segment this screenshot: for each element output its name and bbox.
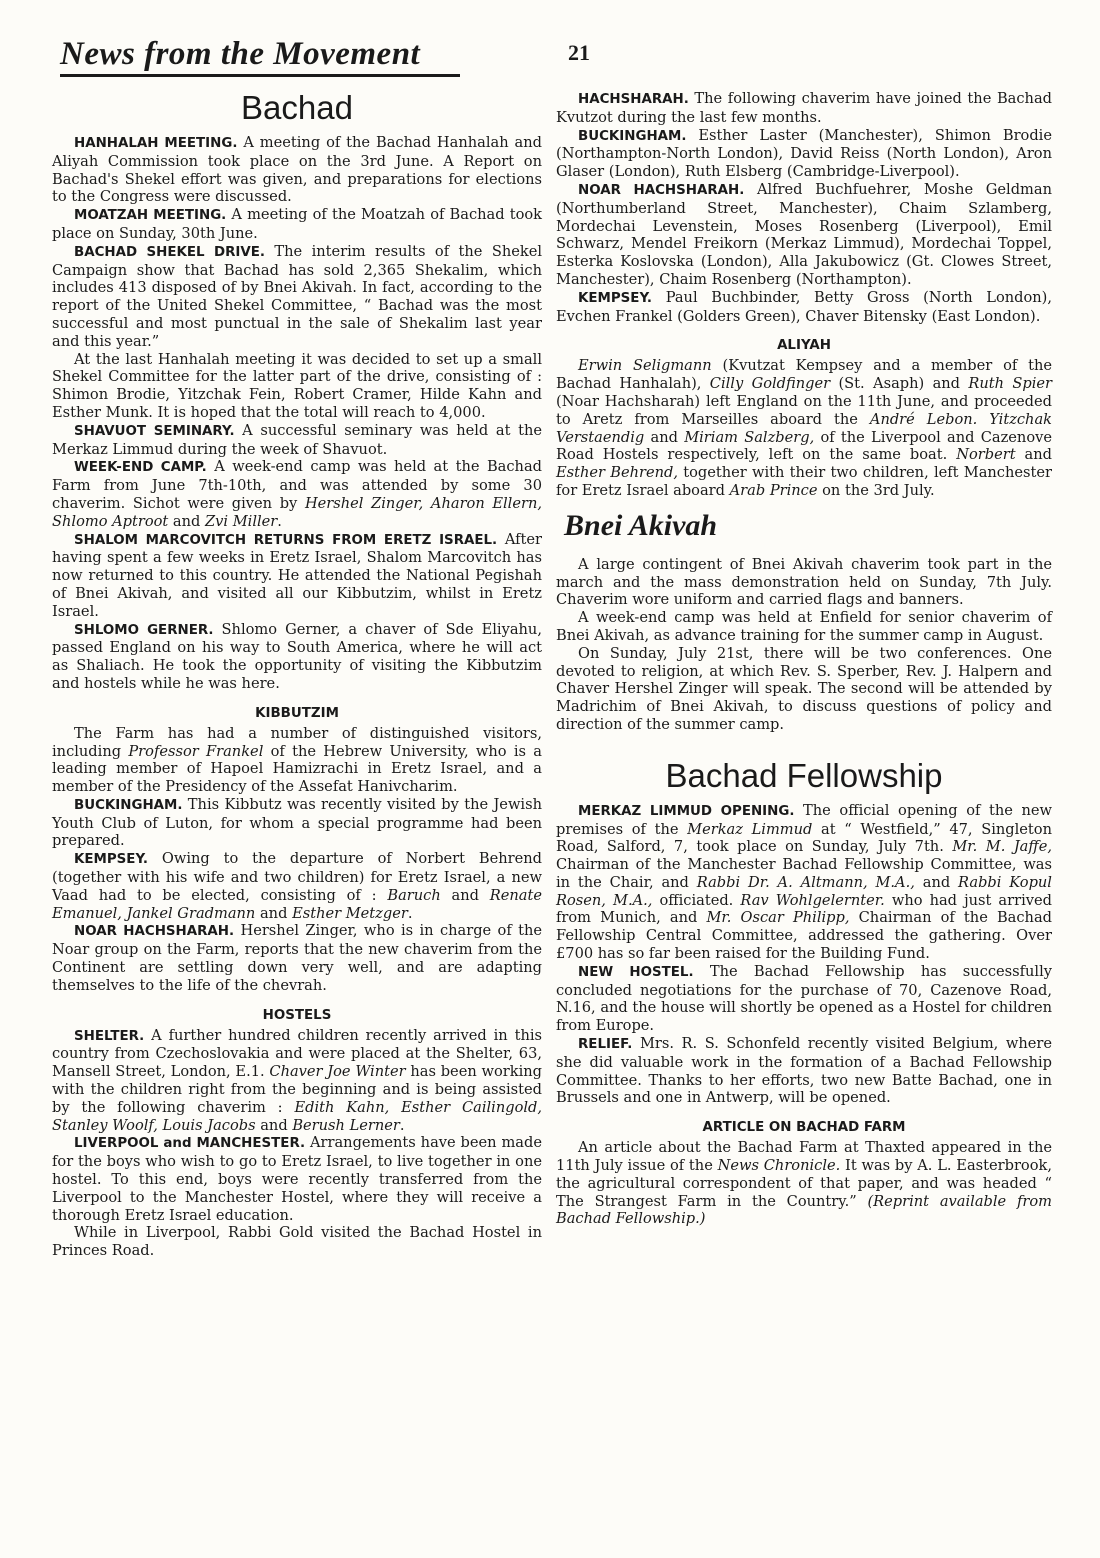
article-name-1: News Chronicle. [717, 1157, 841, 1175]
merkaz-name-3: Rabbi Dr. A. Altmann, M.A., [696, 873, 915, 891]
weekend-camp-paragraph [52, 458, 542, 530]
article-reprint-note: (Reprint available from Bachad Fellowship.) [556, 1192, 1052, 1228]
relief-keyword: RELIEF. [578, 1037, 633, 1053]
article-text-1: An article about the Bachad Farm at Thaxted appeared in the 11th July issue of the [556, 1139, 1052, 1175]
merkaz-name-5: Rav Wohlgelernter. [740, 891, 885, 909]
aliyah-text-9: on the 3rd July. [817, 481, 935, 499]
merkaz-text-4: and [914, 873, 959, 891]
aliyah-name-9: Arab Prince [729, 481, 818, 499]
relief-paragraph [556, 1035, 1052, 1107]
relief-text: Mrs. R. S. Schonfeld recently visited Belgium, where she did valuable work in the formation of a Bachad Fellowship Committee. Thanks to her efforts, two new Batte Bachad, one in Brussels and one in Antwerp, will be opened. [556, 1035, 1052, 1107]
merkaz-text-5: officiated. [652, 891, 741, 909]
kempsey-name-3: Esther Metzger [292, 904, 408, 922]
noar-2-text: Alfred Buchfuehrer, Moshe Geldman (Northumberland Street, Manchester), Chaim Szlamberg, Mordechai Levenstein, Moses Rosenberg (Liverpool), Emil Schwarz, Mendel Freikorn (Merkaz Limmud), Mordechai Toppel, Esterka Koslovska (London), Alla Jakubowicz (Gt. Clowes Street, Manchester), Chaim Rosenberg (Northampton). [556, 180, 1052, 288]
buckingham-2-paragraph [556, 127, 1052, 181]
aliyah-name-6: Miriam Salzberg, [684, 428, 815, 446]
shalom-text: After having spent a few weeks in Eretz Israel, Shalom Marcovitch has now returned to this country. He attended the National Pegishah of Bnei Akivah, and visited all our Kibbutzim, whilst in Eretz Israel. [52, 530, 542, 620]
merkaz-text-1: The official opening of the new premises of the [556, 801, 1053, 838]
bachad-title: Bachad [241, 89, 353, 126]
header-rule [60, 74, 460, 77]
hostels-heading: HOSTELS [262, 1007, 332, 1023]
shekel-committee-paragraph: At the last Hanhalah meeting it was decided to set up a small Shekel Committee for the latter part of the drive, consisting of : Shimon Brodie, Yitzchak Fein, Robert Cramer, Hilde Kahn and Esther Munk. It is hoped that the total will reach to 4,000. [52, 350, 542, 421]
noar-text: Hershel Zinger, who is in charge of the Noar group on the Farm, reports that the new chaverim from the Continent are settling down very well, and are adapting themselves to the life of the chevrah. [52, 922, 542, 994]
aliyah-heading: ALIYAH [777, 338, 831, 354]
moatzah-paragraph [52, 206, 542, 243]
weekend-names: Hershel Zinger, Aharon Ellern, Shlomo Aptroot [52, 494, 542, 530]
page-header [60, 36, 1060, 76]
aliyah-text-5: and [644, 428, 685, 446]
kempsey-2-text: Paul Buchbinder, Betty Gross (North London), Evchen Frankel (Golders Green), Chaver Bitensky (East London). [556, 288, 1052, 325]
buckingham-keyword: BUCKINGHAM. [74, 797, 183, 813]
article-text-2: It was by A. L. Easterbrook, the agricultural correspondent of that paper, and was headed “ The Strangest Farm in the Country.” [556, 1157, 1052, 1210]
shekel-keyword: BACHAD SHEKEL DRIVE. [74, 244, 265, 260]
hachsharah-keyword: HACHSHARAH. [578, 92, 689, 107]
moatzah-keyword: MOATZAH MEETING. [74, 208, 227, 224]
merkaz-name-1: Merkaz Limmud [687, 820, 813, 838]
weekend-end: . [277, 512, 282, 530]
article-heading: ARTICLE ON BACHAD FARM [702, 1120, 906, 1136]
kempsey-name-2: Renate Emanuel, Jankel Gradmann [52, 886, 542, 922]
kempsey-and-2: and [255, 904, 293, 922]
shelter-name-1: Chaver Joe Winter [269, 1063, 406, 1081]
buckingham-2-text: Esther Laster (Manchester), Shimon Brodie (Northampton-North London), David Reiss (North London), Aron Glaser (London), Ruth Elsberg (Cambridge-Liverpool). [556, 126, 1052, 181]
shelter-paragraph [52, 1027, 542, 1135]
farm-text-a: The Farm has had a number of distinguished visitors, including [52, 724, 542, 760]
moatzah-text: A meeting of the Moatzah of Bachad took place on Sunday, 30th June. [52, 206, 542, 242]
bnei-akivah-title: Bnei Akivah [564, 508, 718, 542]
shelter-name-3: Berush Lerner [292, 1116, 400, 1134]
noar-paragraph [52, 922, 542, 994]
merkaz-text-7: Chairman of the Bachad Fellowship Central Committee, addressed the gathering. Over £700 has so far been raised for the Building Fund. [556, 909, 1052, 963]
bnei-paragraph-1: A large contingent of Bnei Akivah chaverim took part in the march and the mass demonstration held on Sunday, 7th July. Chaverim wore uniform and carried flags and banners. [556, 555, 1052, 609]
new-hostel-paragraph [556, 963, 1052, 1035]
liverpool-text: Arrangements have been made for the boys who wish to go to Eretz Israel, to live together in one hostel. To this end, boys were recently transferred from the Liverpool to the Manchester Hostel, where they will receive a thorough Eretz Israel education. [52, 1134, 542, 1224]
hanhalah-paragraph [52, 134, 542, 206]
shalom-paragraph [52, 531, 542, 621]
kempsey-2-keyword: KEMPSEY. [578, 290, 653, 306]
noar-2-paragraph [556, 181, 1052, 289]
merkaz-paragraph [556, 802, 1052, 963]
merkaz-name-4: Rabbi Kopul Rosen, M.A., [556, 873, 1052, 909]
shelter-keyword: SHELTER. [74, 1028, 145, 1044]
weekend-keyword: WEEK-END CAMP. [74, 460, 207, 476]
buckingham-2-keyword: BUCKINGHAM. [578, 128, 687, 144]
merkaz-keyword: MERKAZ LIMMUD OPENING. [578, 803, 795, 819]
aliyah-paragraph [556, 357, 1052, 499]
shelter-end: . [399, 1116, 405, 1134]
bnei-paragraph-2: A week-end camp was held at Enfield for senior chaverim of Bnei Akivah, as advance training for the summer camp in August. [556, 609, 1052, 644]
shelter-text: A further hundred children recently arrived in this country from Czechoslovakia and were placed at the Shelter, 63, Mansell Street, London, E.1. [52, 1026, 542, 1081]
noar-2-keyword: NOAR HACHSHARAH. [578, 182, 745, 198]
liverpool-paragraph [52, 1134, 542, 1224]
left-column [52, 90, 542, 1260]
shavuot-keyword: SHAVUOT SEMINARY. [74, 423, 235, 439]
shavuot-text: A successful seminary was held at the Merkaz Limmud during the week of Shavuot. [52, 421, 542, 458]
aliyah-name-5: Yitzchak Verstaendig [556, 410, 1052, 446]
hanhalah-text: A meeting of the Bachad Hanhalah and Aliyah Commission took place on the 3rd June. A Report on Bachad's Shekel effort was given, and preparations for elections to the Congress were discussed. [52, 134, 542, 206]
aliyah-name-8: Esther Behrend, [556, 464, 679, 482]
farm-paragraph [52, 725, 542, 796]
aliyah-name-7: Norbert [956, 446, 1016, 464]
aliyah-name-2: Cilly Goldfinger [709, 375, 831, 393]
weekend-and: and [168, 512, 206, 530]
aliyah-text-1: (Kvutzat Kempsey and a member of the Bachad Hanhalah), [556, 357, 1052, 393]
buckingham-paragraph [52, 796, 542, 850]
shavuot-paragraph [52, 422, 542, 459]
kempsey-paragraph [52, 850, 542, 922]
right-column [556, 90, 1052, 1228]
merkaz-text-3: Chairman of the Manchester Bachad Fellowship Committee, was in the Chair, and [556, 856, 1052, 891]
gerner-keyword: SHLOMO GERNER. [74, 622, 214, 638]
aliyah-text-8: together with their two children, left Manchester for Eretz Israel aboard [556, 464, 1052, 499]
new-hostel-keyword: NEW HOSTEL. [578, 964, 694, 980]
weekend-text: A week-end camp was held at the Bachad Farm from June 7th-10th, and was attended by some 30 chaverim. Sichot were given by [52, 458, 542, 512]
gerner-text: Shlomo Gerner, a chaver of Sde Eliyahu, passed England on his way to South America, where he will act as Shaliach. He took the opportunity of visiting the Kibbutzim and hostels while he was here. [52, 620, 542, 692]
aliyah-name-4: André Lebon. [869, 410, 978, 428]
merkaz-name-2: Mr. M. Jaffe, [952, 838, 1052, 856]
kempsey-2-paragraph [556, 289, 1052, 326]
bnei-paragraph-3: On Sunday, July 21st, there will be two conferences. One devoted to religion, at which Rev. S. Sperber, Rev. J. Halpern and Chaver Hershel Zinger will speak. The second will be attended by Madrichim of Bnei Akivah, to discuss questions of policy and direction of the summer camp. [556, 644, 1052, 733]
farm-text-c: of the Hebrew University, who is a leading member of Hapoel Hamizrachi in Eretz Israel, and a member of the Presidency of the Assefat Hanivcharim. [52, 742, 542, 796]
kempsey-and-1: and [440, 886, 490, 904]
shekel-text: The interim results of the Shekel Campaign show that Bachad has sold 2,365 Shekalim, which includes 413 disposed of by Bnei Akivah. In fact, according to the report of the United Shekel Committee, “ Bachad was the most successful and most punctual in the sale of Shekalim last year and this year.” [52, 242, 543, 350]
merkaz-text-6: who had just arrived from Munich, and [556, 891, 1052, 927]
merkaz-text-2: at “ Westfield,” 47, Singleton Road, Salford, 7, took place on Sunday, July 7th. [556, 820, 1052, 856]
aliyah-text-3: (Noar Hachsharah) left England on the 11th June, and proceeded to Aretz from Marseilles aboard the [556, 392, 1052, 428]
aliyah-name-1: Erwin Seligmann [578, 357, 712, 375]
aliyah-name-3: Ruth Spier [968, 375, 1053, 393]
farm-name: Professor Frankel [128, 742, 264, 760]
fellowship-title: Bachad Fellowship [665, 756, 943, 794]
shelter-mid: has been working with the children right from the beginning and is being assisted by the following chaverim : [52, 1063, 542, 1116]
hachsharah-text: The following chaverim have joined the Bachad Kvutzot during the last few months. [556, 90, 1052, 126]
kibbutzim-heading: KIBBUTZIM [255, 705, 339, 721]
gold-paragraph: While in Liverpool, Rabbi Gold visited the Bachad Hostel in Princes Road. [52, 1224, 542, 1260]
hanhalah-keyword: HANHALAH MEETING. [74, 136, 238, 151]
aliyah-text-6: of the Liverpool and Cazenove Road Hostels respectively, left on the same boat. [556, 428, 1052, 464]
page-number: 21 [568, 40, 590, 65]
aliyah-text-7: and [1015, 446, 1052, 464]
noar-keyword: NOAR HACHSHARAH. [74, 924, 235, 940]
kempsey-text: Owing to the departure of Norbert Behrend (together with his wife and two children) for Eretz Israel, a new Vaad had to be elected, consisting of : [52, 850, 542, 904]
aliyah-text-4 [977, 411, 989, 428]
running-title: News from the Movement [60, 36, 421, 72]
article-paragraph [556, 1139, 1052, 1228]
shelter-name-2: Edith Kahn, Esther Cailingold, Stanley Woolf, Louis Jacobs [52, 1098, 542, 1134]
liverpool-keyword: LIVERPOOL and MANCHESTER. [74, 1136, 306, 1152]
shalom-keyword: SHALOM MARCOVITCH RETURNS FROM ERETZ ISRAEL. [74, 532, 498, 548]
kempsey-name-1: Baruch [387, 886, 441, 904]
merkaz-name-6: Mr. Oscar Philipp, [706, 909, 850, 927]
hachsharah-paragraph [556, 90, 1052, 127]
kempsey-keyword: KEMPSEY. [74, 852, 149, 868]
kempsey-end: . [407, 904, 413, 922]
shekel-paragraph [52, 243, 542, 351]
shelter-and: and [255, 1116, 293, 1134]
gerner-paragraph [52, 621, 542, 693]
new-hostel-text: The Bachad Fellowship has successfully concluded negotiations for the purchase of 70, Cazenove Road, N.16, and the house will shortly be opened as a Hostel for children from Europe. [556, 962, 1052, 1035]
buckingham-text: This Kibbutz was recently visited by the Jewish Youth Club of Luton, for whom a special programme had been prepared. [52, 795, 542, 850]
aliyah-text-2: (St. Asaph) and [830, 375, 969, 393]
weekend-last-name: Zvi Miller [205, 512, 278, 530]
